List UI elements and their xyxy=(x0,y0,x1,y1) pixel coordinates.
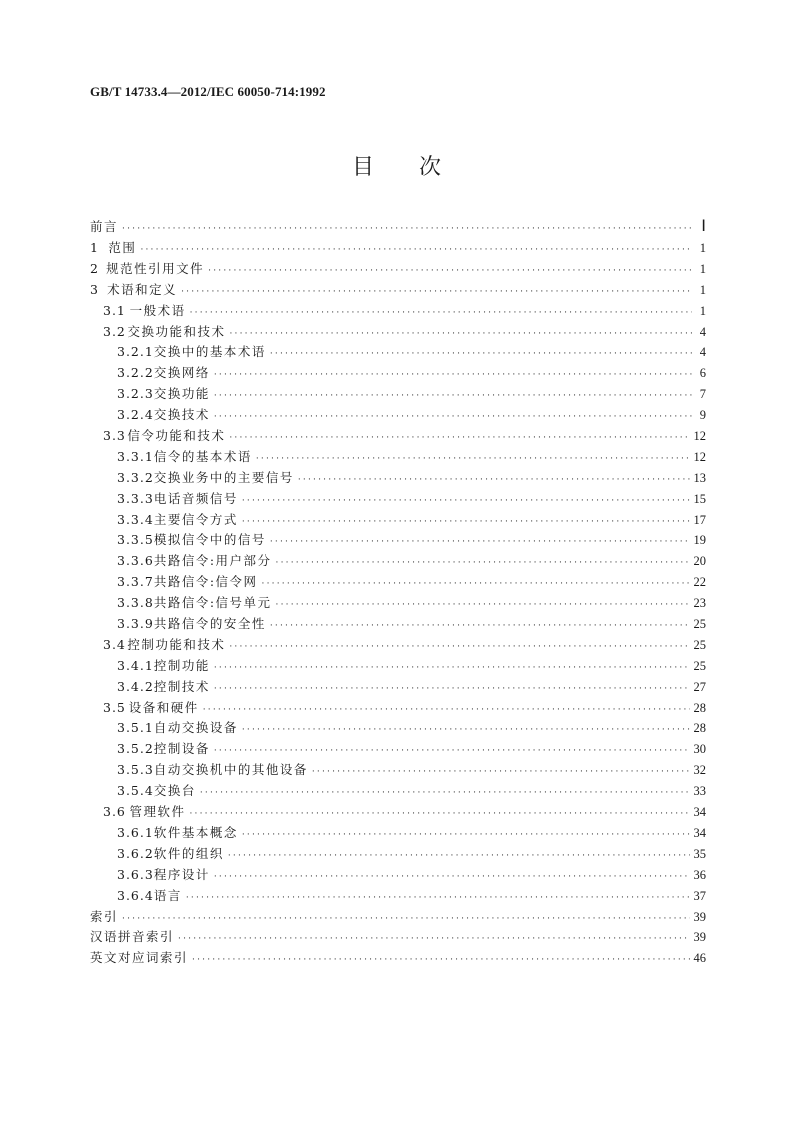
dot-leader xyxy=(229,637,689,658)
toc-entry-page: 36 xyxy=(693,867,706,882)
toc-entry[interactable] xyxy=(90,677,706,698)
toc-entry-number: 3.3.2 xyxy=(117,469,154,485)
toc-entry[interactable] xyxy=(90,530,706,551)
toc-entry-title: 主要信令方式 xyxy=(153,511,238,527)
toc-entry-title: 电话音频信号 xyxy=(153,490,238,506)
toc-entry-page: 13 xyxy=(693,470,706,485)
toc-entry-page: 25 xyxy=(693,637,706,652)
toc-entry-number: 1 xyxy=(90,240,99,255)
toc-entry-page: 35 xyxy=(693,846,706,861)
toc-entry[interactable] xyxy=(90,781,706,802)
toc-entry-page: 15 xyxy=(693,491,706,506)
toc-entry-title: 模拟信令中的信号 xyxy=(153,532,266,548)
toc-entry-number: 3.3.5 xyxy=(117,532,154,548)
toc-entry-page: 12 xyxy=(693,429,706,444)
toc-entry-page: 6 xyxy=(699,366,706,381)
toc-entry-title: 范围 xyxy=(108,240,137,255)
toc-entry[interactable] xyxy=(90,844,706,865)
toc-entry[interactable] xyxy=(90,447,706,468)
dot-leader xyxy=(214,741,690,762)
toc-entry-page: 28 xyxy=(693,721,706,736)
toc-entry[interactable] xyxy=(90,739,706,760)
toc-entry-title: 共路信令:信号单元 xyxy=(153,595,272,611)
toc-entry-title: 控制设备 xyxy=(153,741,210,757)
dot-leader xyxy=(214,386,692,407)
toc-entry-title: 自动交换机中的其他设备 xyxy=(153,762,308,778)
toc-entry-page: Ⅰ xyxy=(701,218,706,235)
toc-entry-number: 3.5.1 xyxy=(117,720,154,736)
toc-entry-title: 交换网络 xyxy=(153,365,210,381)
toc-entry[interactable] xyxy=(90,656,706,677)
toc-entry-number: 2 xyxy=(90,260,99,276)
dot-leader xyxy=(298,470,690,491)
toc-entry-number: 3.5 xyxy=(103,699,126,715)
page-title-left: 目 xyxy=(351,155,375,180)
toc-entry-title: 交换中的基本术语 xyxy=(153,344,266,360)
toc-entry-page: 17 xyxy=(693,512,706,527)
toc-entry-title: 自动交换设备 xyxy=(153,720,238,736)
toc-entry[interactable] xyxy=(90,927,706,948)
toc-entry-number: 3.3.1 xyxy=(117,448,154,464)
dot-leader xyxy=(178,929,689,950)
toc-entry-page: 1 xyxy=(699,303,706,318)
toc-entry-number: 3.6.3 xyxy=(117,866,154,882)
dot-leader xyxy=(229,324,692,345)
table-of-contents xyxy=(90,215,706,969)
toc-entry[interactable] xyxy=(90,907,706,928)
toc-entry[interactable] xyxy=(90,238,706,259)
toc-entry-number: 3.5.2 xyxy=(117,741,154,757)
toc-entry[interactable] xyxy=(90,259,706,280)
toc-entry[interactable] xyxy=(90,510,706,531)
dot-leader xyxy=(189,804,689,825)
toc-entry-page: 1 xyxy=(699,261,706,276)
toc-entry-page: 30 xyxy=(693,742,706,757)
toc-entry-page: 25 xyxy=(693,658,706,673)
dot-leader xyxy=(140,240,692,261)
dot-leader xyxy=(256,449,690,470)
toc-entry-number: 3.3.6 xyxy=(117,553,154,569)
toc-entry-number: 3.3.8 xyxy=(117,595,154,611)
toc-entry-number: 3.3.7 xyxy=(117,574,154,590)
toc-entry-page: 32 xyxy=(693,763,706,778)
toc-entry-page: 23 xyxy=(693,596,706,611)
dot-leader xyxy=(242,720,690,741)
toc-entry-title: 术语和定义 xyxy=(107,281,178,297)
toc-entry[interactable] xyxy=(90,551,706,572)
toc-entry-number: 3.4.2 xyxy=(117,678,154,694)
toc-entry[interactable] xyxy=(90,342,706,363)
toc-entry-page: 1 xyxy=(699,282,706,297)
toc-entry-page: 28 xyxy=(693,700,706,715)
toc-entry-number: 3 xyxy=(90,281,99,297)
toc-entry-page: 4 xyxy=(699,324,706,339)
dot-leader xyxy=(186,888,690,909)
toc-entry-number: 3.2 xyxy=(103,323,126,339)
dot-leader xyxy=(208,261,692,282)
dot-leader xyxy=(192,950,689,971)
toc-entry-page: 34 xyxy=(693,825,706,840)
toc-entry-number: 3.2.2 xyxy=(117,365,154,381)
toc-entry-page: 27 xyxy=(693,679,706,694)
dot-leader xyxy=(214,658,690,679)
toc-entry[interactable] xyxy=(90,405,706,426)
dot-leader xyxy=(200,783,690,804)
toc-entry-title: 信令功能和技术 xyxy=(127,428,226,444)
toc-entry[interactable] xyxy=(90,426,706,447)
toc-entry-page: 33 xyxy=(693,784,706,799)
toc-entry-title: 交换技术 xyxy=(153,407,210,423)
toc-entry[interactable] xyxy=(90,698,706,719)
toc-entry-number: 3.3.4 xyxy=(117,511,154,527)
dot-leader xyxy=(270,344,692,365)
toc-entry[interactable] xyxy=(90,760,706,781)
standard-number-header: GB/T 14733.4—2012/IEC 60050-714:1992 xyxy=(90,84,326,99)
toc-entry[interactable] xyxy=(90,322,706,343)
dot-leader xyxy=(242,825,690,846)
dot-leader xyxy=(242,512,690,533)
toc-entry-title: 软件的组织 xyxy=(153,845,224,861)
toc-entry[interactable] xyxy=(90,865,706,886)
dot-leader xyxy=(270,532,690,553)
toc-entry-title: 控制功能 xyxy=(153,657,210,673)
toc-entry-number: 3.6.4 xyxy=(117,887,154,903)
toc-entry-number: 3.4.1 xyxy=(117,657,154,673)
toc-entry[interactable] xyxy=(90,593,706,614)
toc-entry-number: 3.2.1 xyxy=(117,344,154,360)
toc-entry[interactable] xyxy=(90,948,706,969)
toc-entry[interactable] xyxy=(90,363,706,384)
toc-entry-number: 3.1 xyxy=(103,302,126,318)
toc-entry-page: 46 xyxy=(693,951,706,966)
toc-entry-page: 1 xyxy=(699,241,706,255)
toc-entry-title: 规范性引用文件 xyxy=(106,260,205,276)
toc-entry-page: 4 xyxy=(699,345,706,360)
dot-leader xyxy=(203,700,690,721)
dot-leader xyxy=(242,491,690,512)
toc-entry-number: 3.3.3 xyxy=(117,490,154,506)
toc-entry-page: 37 xyxy=(693,888,706,903)
toc-entry-title: 软件基本概念 xyxy=(153,824,238,840)
toc-entry-number: 3.6.2 xyxy=(117,845,154,861)
dot-leader xyxy=(214,867,690,888)
toc-entry-title: 程序设计 xyxy=(153,866,210,882)
toc-entry-title: 交换功能和技术 xyxy=(127,323,226,339)
page-title xyxy=(0,150,794,181)
toc-entry-title: 共路信令:信令网 xyxy=(153,574,258,590)
toc-entry-title: 控制技术 xyxy=(153,678,210,694)
toc-entry-title: 英文对应词索引 xyxy=(90,950,189,966)
dot-leader xyxy=(190,303,692,324)
toc-entry-page: 9 xyxy=(699,408,706,423)
toc-entry-title: 控制功能和技术 xyxy=(127,636,226,652)
toc-entry-page: 19 xyxy=(693,533,706,548)
toc-entry-number: 3.5.3 xyxy=(117,762,154,778)
toc-entry-title: 管理软件 xyxy=(129,804,186,820)
toc-entry-title: 设备和硬件 xyxy=(128,699,199,715)
dot-leader xyxy=(181,282,692,303)
toc-entry-number: 3.3 xyxy=(103,428,126,444)
toc-entry-title: 汉语拼音索引 xyxy=(90,929,175,945)
toc-entry[interactable] xyxy=(90,280,706,301)
toc-entry-page: 25 xyxy=(693,617,706,632)
toc-entry[interactable] xyxy=(90,823,706,844)
dot-leader xyxy=(229,428,689,449)
toc-entry-number: 3.5.4 xyxy=(117,783,154,799)
toc-entry-number: 3.6 xyxy=(103,804,126,820)
toc-entry-number: 3.2.4 xyxy=(117,407,154,423)
dot-leader xyxy=(276,553,690,574)
toc-entry-title: 交换业务中的主要信号 xyxy=(153,469,294,485)
toc-entry-title: 前言 xyxy=(90,219,119,234)
toc-entry-title: 交换功能 xyxy=(153,386,210,402)
toc-entry[interactable] xyxy=(90,489,706,510)
toc-entry-page: 22 xyxy=(693,575,706,590)
toc-entry-number: 3.4 xyxy=(103,636,126,652)
toc-entry-page: 20 xyxy=(693,554,706,569)
toc-entry-title: 语言 xyxy=(153,887,182,903)
toc-entry[interactable] xyxy=(90,718,706,739)
toc-entry-title: 共路信令的安全性 xyxy=(153,616,266,632)
dot-leader xyxy=(312,762,690,783)
dot-leader xyxy=(122,909,689,930)
dot-leader xyxy=(214,365,692,386)
toc-entry-page: 39 xyxy=(693,930,706,945)
toc-entry-page: 39 xyxy=(693,909,706,924)
dot-leader xyxy=(276,595,690,616)
toc-entry-title: 交换台 xyxy=(153,783,196,799)
dot-leader xyxy=(270,616,690,637)
toc-entry-page: 12 xyxy=(693,449,706,464)
toc-entry-title: 一般术语 xyxy=(129,302,186,318)
toc-entry[interactable] xyxy=(90,215,706,238)
dot-leader xyxy=(228,846,690,867)
toc-entry[interactable] xyxy=(90,468,706,489)
toc-entry-title: 索引 xyxy=(90,908,119,924)
dot-leader xyxy=(214,679,690,700)
toc-entry[interactable] xyxy=(90,572,706,593)
toc-entry[interactable] xyxy=(90,635,706,656)
toc-entry-number: 3.3.9 xyxy=(117,616,154,632)
toc-entry[interactable] xyxy=(90,886,706,907)
toc-entry-title: 信令的基本术语 xyxy=(153,448,252,464)
toc-entry-number: 3.6.1 xyxy=(117,824,154,840)
dot-leader xyxy=(214,407,692,428)
toc-entry[interactable] xyxy=(90,384,706,405)
toc-entry[interactable] xyxy=(90,614,706,635)
page-title-right: 次 xyxy=(419,155,443,180)
toc-entry-title: 共路信令:用户部分 xyxy=(153,553,272,569)
toc-entry[interactable] xyxy=(90,802,706,823)
toc-entry[interactable] xyxy=(90,301,706,322)
toc-entry-page: 7 xyxy=(699,387,706,402)
toc-entry-number: 3.2.3 xyxy=(117,386,154,402)
dot-leader xyxy=(262,574,690,595)
toc-entry-page: 34 xyxy=(693,805,706,820)
